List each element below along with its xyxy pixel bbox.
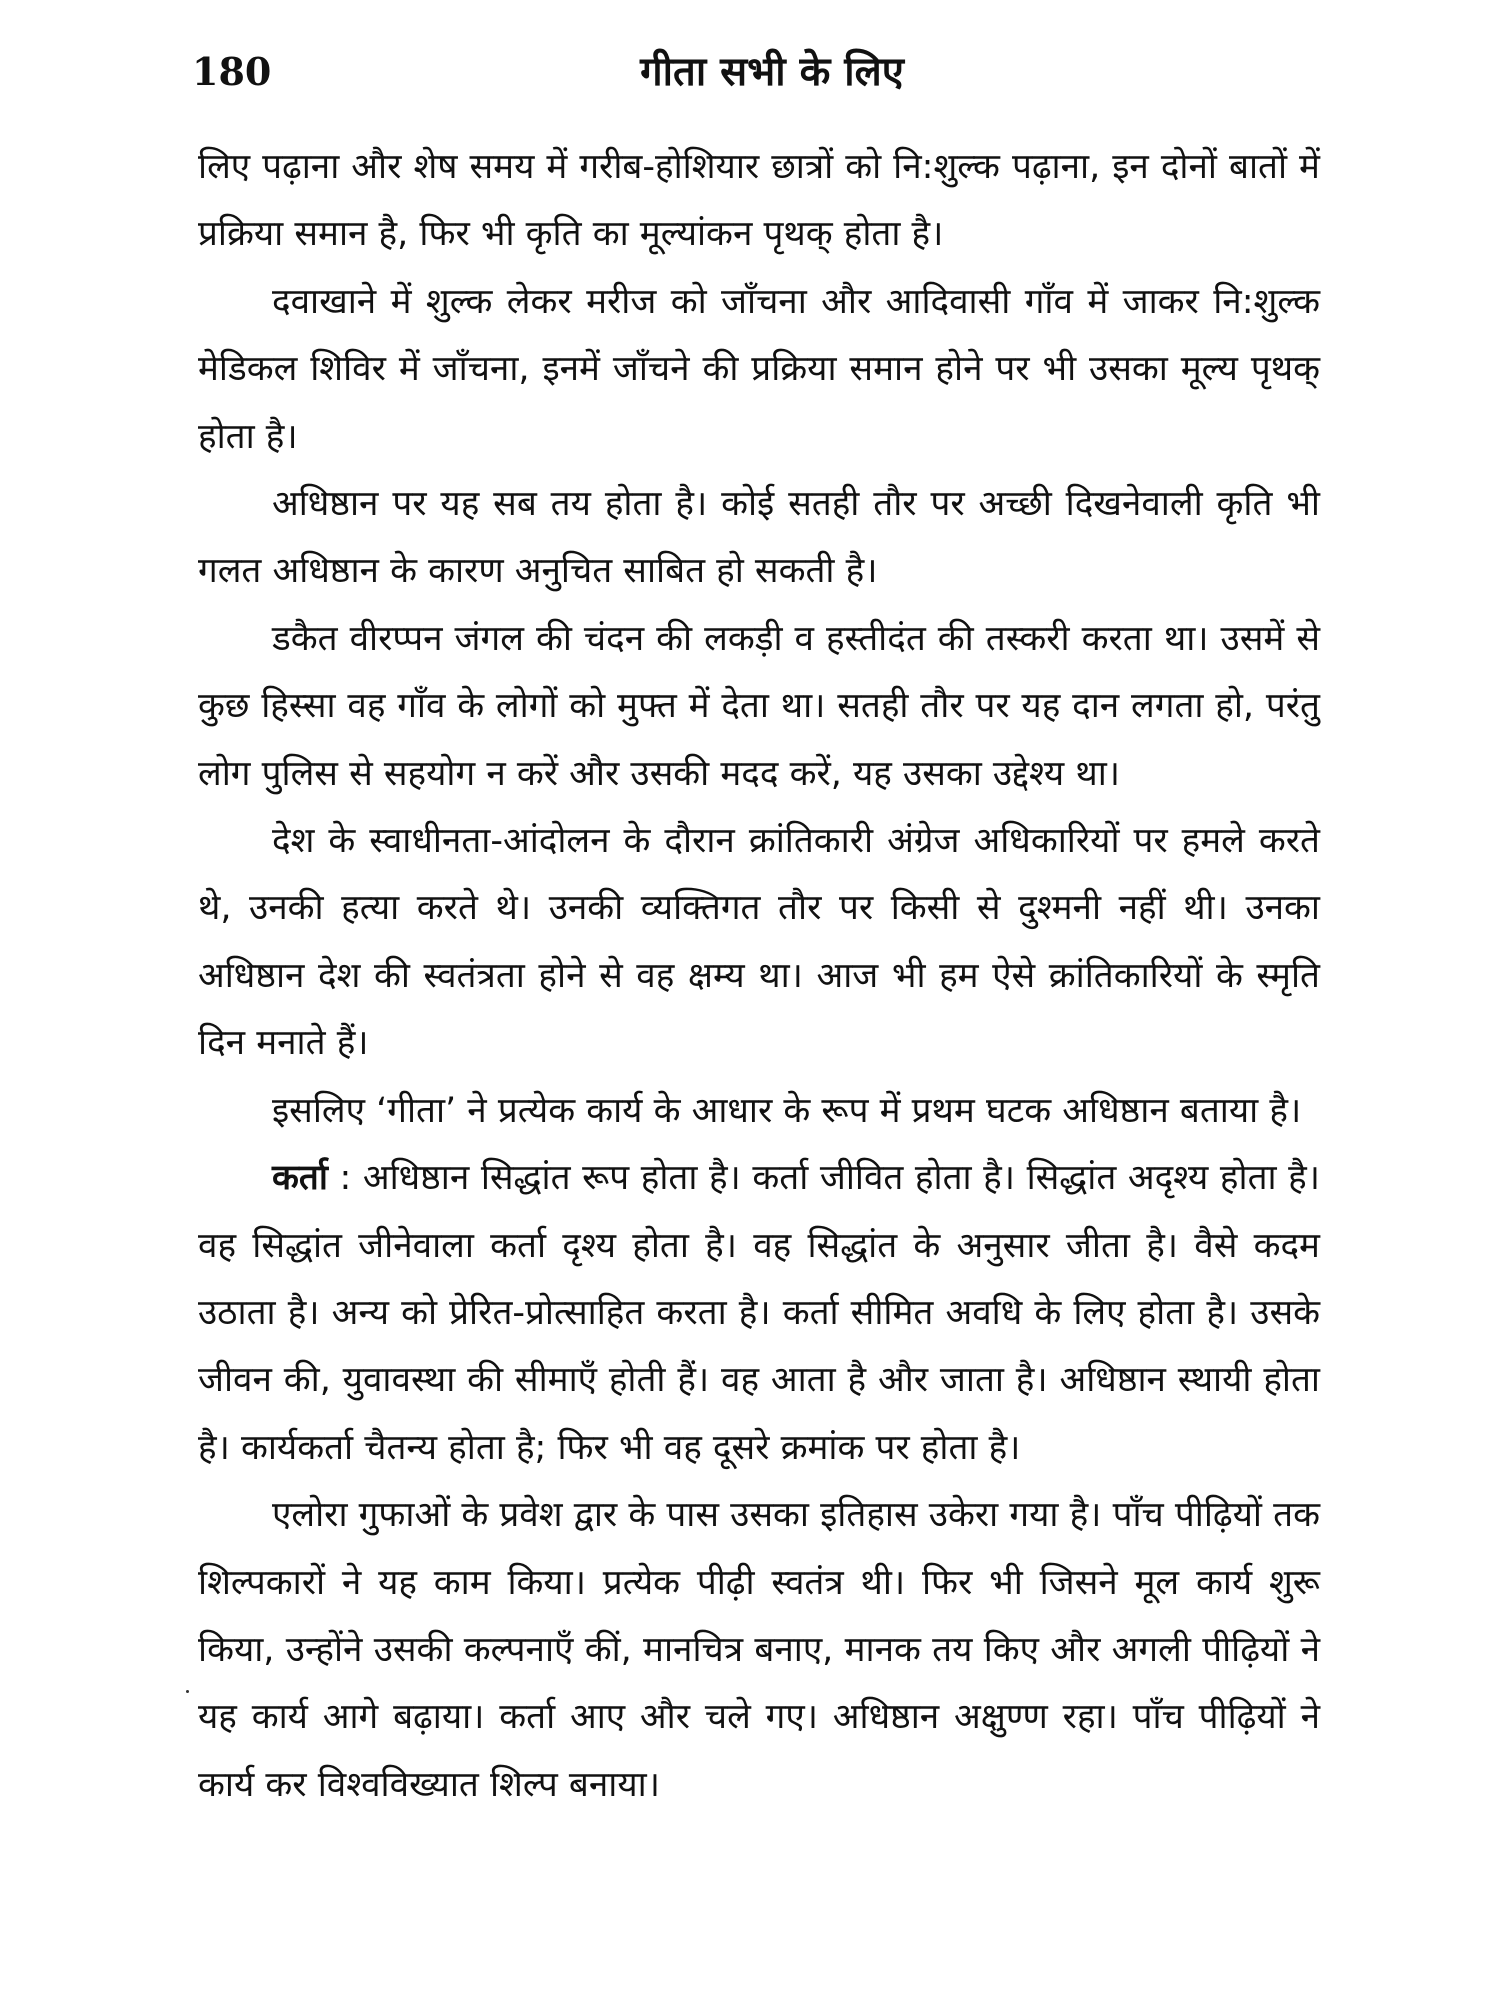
paragraph-3 <box>198 471 1320 606</box>
paragraph-text: एलोरा गुफाओं के प्रवेश द्वार के पास उसका इतिहास उकेरा गया है। पाँच पीढ़ियों तक शिल्पकारों ने यह काम किया। प्रत्येक पीढ़ी स्वतंत्र थी। फिर भी जिसने मूल कार्य शुरू किया, उन्होंने उसकी कल्पनाएँ कीं, मानचित्र बनाए, मानक तय किए और अगली पीढ़ियों ने यह कार्य आगे बढ़ाया। कर्ता आए और चले गए। अधिष्ठान अक्षुण्ण रहा। पाँच पीढ़ियों ने कार्य कर विश्वविख्यात शिल्प बनाया। <box>198 1495 1320 1805</box>
page-number: 180 <box>192 49 272 94</box>
body-text <box>198 134 1320 1819</box>
paragraph-6 <box>198 1078 1320 1145</box>
paragraph-text: दवाखाने में शुल्क लेकर मरीज को जाँचना और आदिवासी गाँव में जाकर नि:शुल्क मेडिकल शिविर में जाँचना, इनमें जाँचने की प्रक्रिया समान होने पर भी उसका मूल्य पृथक् होता है। <box>198 281 1320 457</box>
bold-term: कर्ता <box>272 1158 328 1199</box>
paragraph-1 <box>198 134 1320 269</box>
paragraph-text: अधिष्ठान पर यह सब तय होता है। कोई सतही तौर पर अच्छी दिखनेवाली कृति भी गलत अधिष्ठान के कारण अनुचित साबित हो सकती है। <box>198 484 1320 592</box>
paragraph-text: : अधिष्ठान सिद्धांत रूप होता है। कर्ता जीवित होता है। सिद्धांत अदृश्य होता है। वह सिद्धांत जीनेवाला कर्ता दृश्य होता है। वह सिद्धांत के अनुसार जीता है। वैसे कदम उठाता है। अन्य को प्रेरित-प्रोत्साहित करता है। कर्ता सीमित अवधि के लिए होता है। उसके जीवन की, युवावस्था की सीमाएँ होती हैं। वह आता है और जाता है। अधिष्ठान स्थायी होता है। कार्यकर्ता चैतन्य होता है; फिर भी वह दूसरे क्रमांक पर होता है। <box>198 1158 1320 1468</box>
running-head: गीता सभी के लिए <box>640 49 904 95</box>
paragraph-7 <box>198 1145 1320 1482</box>
paragraph-text: देश के स्वाधीनता-आंदोलन के दौरान क्रांतिकारी अंग्रेज अधिकारियों पर हमले करते थे, उनकी हत्या करते थे। उनकी व्यक्तिगत तौर पर किसी से दुश्मनी नहीं थी। उनका अधिष्ठान देश की स्वतंत्रता होने से वह क्षम्य था। आज भी हम ऐसे क्रांतिकारियों के स्मृति दिन मनाते हैं। <box>198 821 1320 1064</box>
scan-speck <box>186 1690 189 1693</box>
paragraph-text: लिए पढ़ाना और शेष समय में गरीब-होशियार छात्रों को नि:शुल्क पढ़ाना, इन दोनों बातों में प्रक्रिया समान है, फिर भी कृति का मूल्यांकन पृथक् होता है। <box>198 147 1320 255</box>
paragraph-4 <box>198 606 1320 808</box>
paragraph-5 <box>198 808 1320 1078</box>
paragraph-8 <box>198 1482 1320 1819</box>
page-header <box>192 42 1322 112</box>
paragraph-2 <box>198 269 1320 471</box>
paragraph-text: इसलिए ‘गीता’ ने प्रत्येक कार्य के आधार के रूप में प्रथम घटक अधिष्ठान बताया है। <box>272 1090 1302 1131</box>
paragraph-text: डकैत वीरप्पन जंगल की चंदन की लकड़ी व हस्तीदंत की तस्करी करता था। उसमें से कुछ हिस्सा वह गाँव के लोगों को मुफ्त में देता था। सतही तौर पर यह दान लगता हो, परंतु लोग पुलिस से सहयोग न करें और उसकी मदद करें, यह उसका उद्देश्य था। <box>198 618 1320 794</box>
